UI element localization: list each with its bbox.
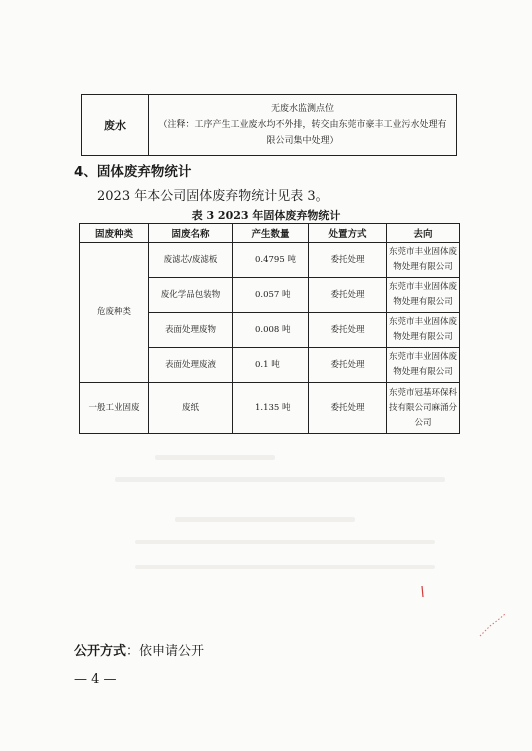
waste-name-cell: 表面处理废物 [149, 313, 233, 348]
wastewater-table [81, 94, 457, 156]
intro-text: 2023 年本公司固体废弃物统计见表 3。 [97, 189, 329, 204]
table-row [80, 383, 460, 434]
solid-waste-table [79, 223, 460, 434]
waste-name-cell: 废纸 [149, 383, 233, 434]
table-caption: 表 3 2023 年固体废弃物统计 [191, 209, 341, 222]
table-header-row [80, 224, 460, 243]
waste-name-cell: 表面处理废液 [149, 348, 233, 383]
red-dotted-mark [478, 610, 508, 640]
bleed-through-line [155, 455, 275, 460]
quantity-cell: 1.135 吨 [233, 383, 309, 434]
waste-name-cell: 废滤芯/废滤板 [149, 243, 233, 278]
disclosure-value: 依申请公开 [139, 644, 205, 659]
method-cell: 委托处理 [309, 243, 387, 278]
waste-name-cell: 废化学品包装物 [149, 278, 233, 313]
bleed-through-line [115, 477, 445, 482]
method-cell: 委托处理 [309, 383, 387, 434]
bleed-through-area [95, 455, 455, 605]
wastewater-label: 废水 [82, 95, 149, 156]
method-cell: 委托处理 [309, 348, 387, 383]
disclosure-key: 公开方式 [74, 644, 127, 659]
quantity-cell: 0.008 吨 [233, 313, 309, 348]
bleed-through-line [135, 565, 435, 569]
bleed-through-line [175, 517, 355, 522]
header-name: 固废名称 [149, 224, 233, 243]
section-heading: 4、固体废弃物统计 [74, 164, 192, 180]
wastewater-content [149, 95, 457, 156]
wastewater-note: （注释：工序产生工业废水均不外排，转交由东莞市豪丰工业污水处理有限公司集中处理） [158, 120, 447, 146]
bleed-through-line [135, 540, 435, 544]
method-cell: 委托处理 [309, 313, 387, 348]
table-row [80, 243, 460, 278]
category-cell: 危废种类 [80, 243, 149, 383]
method-cell: 委托处理 [309, 278, 387, 313]
header-quantity: 产生数量 [233, 224, 309, 243]
red-mark [418, 585, 426, 599]
destination-cell: 东莞市丰业固体废物处理有限公司 [387, 313, 460, 348]
quantity-cell: 0.057 吨 [233, 278, 309, 313]
destination-cell: 东莞市丰业固体废物处理有限公司 [387, 348, 460, 383]
page-number: — 4 — [74, 672, 117, 687]
destination-cell: 东莞市冠基环保科技有限公司麻涌分公司 [387, 383, 460, 434]
disclosure-method [74, 640, 204, 659]
header-category: 固废种类 [80, 224, 149, 243]
destination-cell: 东莞市丰业固体废物处理有限公司 [387, 243, 460, 278]
header-destination: 去向 [387, 224, 460, 243]
disclosure-separator: ： [126, 644, 140, 659]
quantity-cell: 0.4795 吨 [233, 243, 309, 278]
header-method: 处置方式 [309, 224, 387, 243]
category-cell: 一般工业固废 [80, 383, 149, 434]
quantity-cell: 0.1 吨 [233, 348, 309, 383]
wastewater-main-text: 无废水监测点位 [270, 104, 334, 114]
destination-cell: 东莞市丰业固体废物处理有限公司 [387, 278, 460, 313]
